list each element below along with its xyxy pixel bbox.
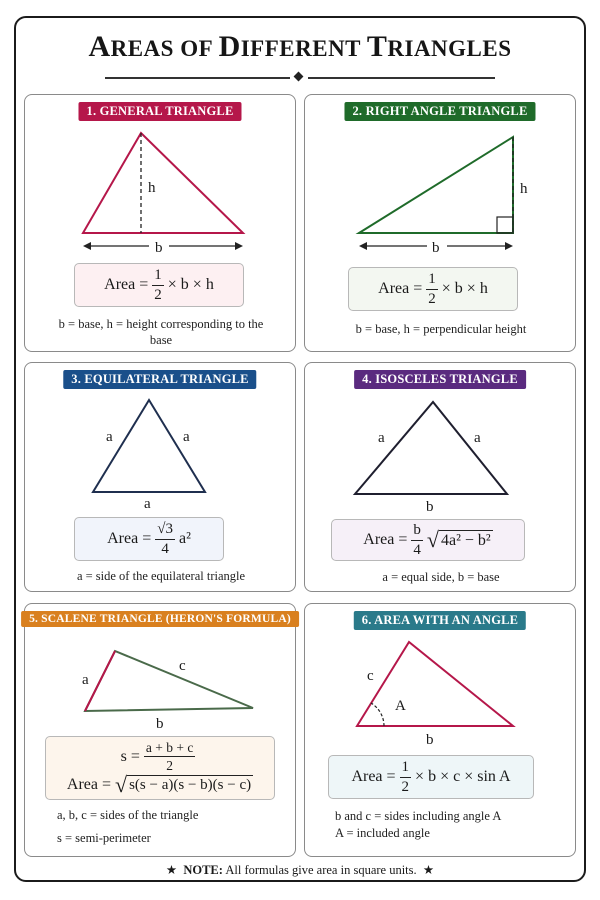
label-h: h: [520, 181, 528, 197]
formula-right: [348, 267, 518, 311]
base-arrow-left: [359, 242, 367, 250]
square-root: √ 4a² − b²: [426, 527, 491, 552]
label-b: b: [432, 240, 440, 256]
area-label: Area =: [107, 530, 152, 547]
label-b: b: [426, 732, 434, 748]
card-general-triangle: [24, 94, 296, 352]
label-bottom: a: [144, 496, 151, 512]
desc-scalene-sides: a, b, c = sides of the triangle: [57, 808, 199, 822]
note-text: All formulas give area in square units.: [225, 863, 417, 877]
side-a: [85, 651, 115, 711]
desc-equilateral: a = side of the equilateral triangle: [76, 569, 246, 583]
area-rest: × b × c × sin A: [415, 768, 511, 785]
general-triangle-shape: [83, 133, 243, 233]
s-formula: [121, 741, 200, 773]
desc-general: b = base, h = height corresponding to the base: [58, 317, 264, 347]
label-angle-a: A: [395, 698, 406, 714]
card-right-triangle: [304, 94, 576, 352]
area-label: Area =: [378, 280, 423, 297]
star-icon: ★: [422, 863, 435, 877]
badge-scalene-triangle: 5. SCALENE TRIANGLE (HERON'S FORMULA): [21, 611, 299, 627]
desc-angle-a: A = included angle: [335, 826, 430, 840]
angle-triangle-shape: [357, 642, 513, 726]
card-scalene-triangle: [24, 603, 296, 857]
fraction: $\frac{1}{2}$: [154, 266, 162, 303]
formula-general: [74, 263, 244, 307]
diagram-general-triangle: [25, 95, 297, 353]
label-c: c: [367, 668, 374, 684]
formula-equilateral: [74, 517, 224, 561]
diagram-right-triangle: [305, 95, 577, 353]
label-h: h: [148, 180, 156, 196]
base-arrow-right: [505, 242, 513, 250]
label-right: a: [474, 430, 481, 446]
area-label: Area =: [351, 768, 396, 785]
desc-scalene-s: s = semi-perimeter: [57, 831, 151, 845]
isosceles-triangle-shape: [355, 402, 507, 494]
badge-area-with-angle: 6. AREA WITH AN ANGLE: [354, 611, 526, 630]
badge-general-triangle: 1. GENERAL TRIANGLE: [78, 102, 241, 121]
square-root: √ s(s − a)(s − b)(s − c): [115, 771, 252, 797]
desc-angle-sides: b and c = sides including angle A: [335, 809, 502, 823]
badge-equilateral-triangle: 3. EQUILATERAL TRIANGLE: [63, 370, 256, 389]
label-b: b: [156, 716, 164, 732]
label-left: a: [378, 430, 385, 446]
equilateral-triangle-shape: [93, 400, 205, 492]
card-equilateral-triangle: [24, 362, 296, 592]
area-rest: × b × h: [167, 276, 214, 293]
label-bottom: b: [426, 499, 434, 515]
base-arrow-left: [83, 242, 91, 250]
footer-note: [0, 862, 600, 878]
right-triangle-shape: [359, 137, 513, 233]
angle-arc: [371, 703, 384, 726]
card-area-with-angle: [304, 603, 576, 857]
area-rest: a²: [178, 530, 191, 547]
area-label: Area =: [104, 276, 149, 293]
s-fraction: $\frac{a + b + c}{2}$: [145, 739, 194, 773]
s-label: s =: [120, 747, 140, 765]
label-b: b: [155, 240, 163, 256]
heron-formula: [66, 771, 253, 797]
desc-right: b = base, h = perpendicular height: [355, 322, 527, 336]
badge-isosceles-triangle: 4. ISOSCELES TRIANGLE: [354, 370, 526, 389]
formula-isosceles: [331, 519, 525, 561]
card-isosceles-triangle: [304, 362, 576, 592]
area-label: Area =: [66, 775, 111, 793]
fraction: $\frac{b}{4}$: [413, 521, 421, 558]
fraction: $\frac{1}{2}$: [401, 758, 410, 795]
label-right: a: [183, 429, 190, 445]
badge-right-triangle: 2. RIGHT ANGLE TRIANGLE: [344, 102, 535, 121]
desc-isosceles: a = equal side, b = base: [382, 570, 500, 584]
label-a: a: [82, 672, 89, 688]
formula-scalene: [45, 736, 275, 800]
note-label: NOTE:: [183, 863, 223, 877]
fraction: $\frac{1}{2}$: [428, 270, 436, 307]
base-arrow-right: [235, 242, 243, 250]
title-divider-left: [105, 77, 290, 79]
star-icon: ★: [165, 863, 178, 877]
title-divider-right: [308, 77, 495, 79]
formula-angle: [328, 755, 534, 799]
area-rest: × b × h: [441, 280, 488, 297]
page-title: AREAS OF DIFFERENT TRIANGLES: [88, 30, 512, 63]
right-angle-marker: [497, 217, 513, 233]
area-label: Area =: [363, 531, 408, 548]
label-c: c: [179, 658, 186, 674]
label-left: a: [106, 429, 113, 445]
fraction: $\frac{√3}{4}$: [157, 520, 173, 557]
